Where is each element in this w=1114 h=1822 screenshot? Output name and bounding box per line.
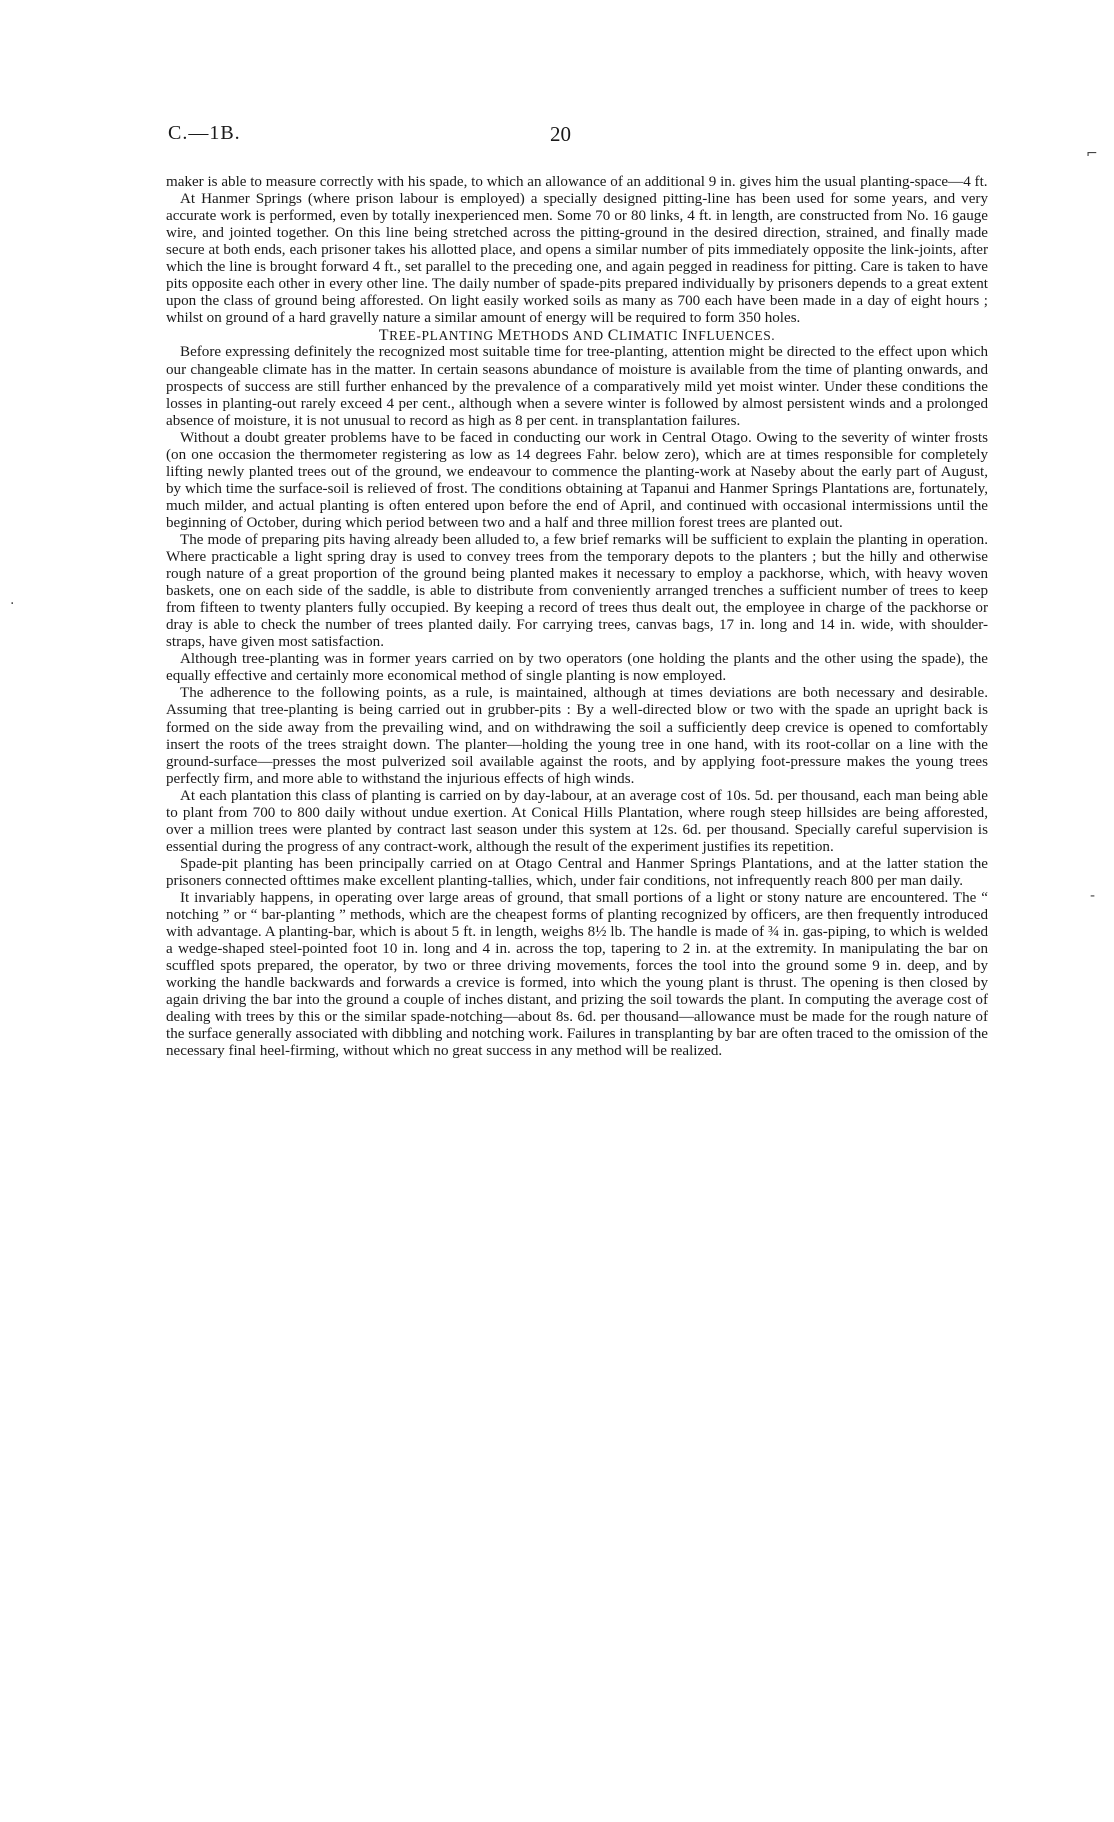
- page-number: 20: [550, 122, 571, 146]
- scan-mark-top-right: ⌐: [1086, 146, 1098, 162]
- paragraph-grubber-pits: The adherence to the following points, as a rule, is maintained, although at times deviations are both necessary and desirable. Assuming that tree-planting is being carried out in grubber-pits : By a well-directed blow or two with the spade an upright back is formed on the side away from the prevailing wind, and on withdrawing the soil a sufficiently deep crevice is opened to comfortably insert the roots of the trees straight down. The planter—holding the young tree in one hand, with its root-collar on a line with the ground-surface—presses the most pulverized soil available against the roots, and by applying foot-pressure makes the young trees perfectly firm, and more able to withstand the injurious effects of high winds.: [166, 685, 988, 787]
- series-code: C.—1B.: [168, 122, 241, 144]
- page-header: [168, 122, 988, 152]
- paragraph-hanmer-pitting-line: At Hanmer Springs (where prison labour is employed) a specially designed pitting-line has been used for some years, and very accurate work is performed, even by totally inexperienced men. Some 70 or 80 links, 4 ft. in length, are constructed from No. 16 gauge wire, and jointed together. On this line being stretched across the pitting-ground in the desired direction, strained, and finally made secure at both ends, each prisoner takes his allotted place, and opens a similar number of pits immediately opposite the link-joints, after which the line is brought forward 4 ft., set parallel to the preceding one, and again pegged in readiness for pitting. Care is taken to have pits opposite each other in every other line. The daily number of spade-pits prepared individually by prisoners depends to a great extent upon the class of ground being afforested. On light easily worked soils as many as 700 each have been made in a day of eight hours ; whilst on ground of a hard gravelly nature a similar amount of energy will be required to form 350 holes.: [166, 191, 988, 327]
- paragraph-single-planting: Although tree-planting was in former years carried on by two operators (one holding the plants and the other using the spade), the equally effective and certainly more economical method of single planting is now employed.: [166, 651, 988, 685]
- paragraph-planting-operation: The mode of preparing pits having already been alluded to, a few brief remarks will be sufficient to explain the planting in operation. Where practicable a light spring dray is used to convey trees from the temporary depots to the planters ; but the hilly and otherwise rough nature of a great proportion of the ground being planted makes it necessary to employ a packhorse, which, with heavy woven baskets, one on each side of the saddle, is able to distribute from conveniently arranged trenches a sufficient number of trees to keep from fifteen to twenty planters fully occupied. By keeping a record of trees thus dealt out, the employee in charge of the packhorse or dray is able to check the number of trees planted daily. For carrying trees, canvas bags, 17 in. long and 14 in. wide, with shoulder-straps, have given most satisfaction.: [166, 531, 988, 651]
- paragraph-central-otago: Without a doubt greater problems have to be faced in conducting our work in Central Otago. Owing to the severity of winter frosts (on one occasion the thermometer registering as low as 14 degrees Fahr. below zero), which are at times responsible for completely lifting newly planted trees out of the ground, we endeavour to commence the planting-work at Naseby about the early part of August, by which time the surface-soil is relieved of frost. The conditions obtaining at Tapanui and Hanmer Springs Plantations are, fortunately, much milder, and actual planting is often entered upon before the end of April, and continued with occasional intermissions until the beginning of October, during which period between two and a half and three million forest trees are planted out.: [166, 429, 988, 531]
- paragraph-planting-time: Before expressing definitely the recognized most suitable time for tree-planting, attention might be directed to the effect upon which our changeable climate has in the matter. In certain seasons abundance of moisture is available from the time of planting onwards, and prospects of success are still further enhanced by the prevalence of a comparatively mild yet moist winter. Under these conditions the losses in planting-out rarely exceed 4 per cent., although when a severe winter is followed by almost persistent winds and a prolonged absence of moisture, it is not unusual to record as high as 8 per cent. in transplantation failures.: [166, 344, 988, 429]
- paragraph-bar-planting: It invariably happens, in operating over large areas of ground, that small portions of a light or stony nature are encountered. The “ notching ” or “ bar-planting ” methods, which are the cheapest forms of planting recognized by officers, are then frequently introduced with advantage. A planting-bar, which is about 5 ft. in length, weighs 8½ lb. The handle is made of ¾ in. gas-piping, to which is welded a wedge-shaped steel-pointed foot 10 in. long and 4 in. across the top, tapering to 2 in. at the extremity. In manipulating the bar on scuffled spots prepared, the operator, by two or three driving movements, forces the tool into the ground some 9 in. deep, and by working the handle backwards and forwards a crevice is formed, into which the young plant is thrust. The opening is then closed by again driving the bar into the ground a couple of inches distant, and prizing the soil towards the plant. In computing the average cost of dealing with trees by this or the similar spade-notching—about 8s. 6d. per thousand—allowance must be made for the rough nature of the surface generally associated with dibbling and notching work. Failures in transplanting by bar are often traced to the omission of the necessary final heel-firming, without which no great success in any method will be realized.: [166, 889, 988, 1060]
- body-text: [166, 174, 988, 1060]
- paragraph-spade-pit-planting: Spade-pit planting has been principally carried on at Otago Central and Hanmer Springs Plantations, and at the latter station the prisoners connected ofttimes make excellent planting-tallies, which, under fair conditions, not infrequently reach 800 per man daily.: [166, 855, 988, 889]
- section-heading: TREE-PLANTING METHODS AND CLIMATIC INFLUENCES.: [378, 327, 776, 345]
- paragraph-continued: maker is able to measure correctly with his spade, to which an allowance of an additional 9 in. gives him the usual planting-space—4 ft.: [166, 174, 988, 190]
- scan-mark-right: -: [1090, 888, 1096, 904]
- scan-mark-left: ·: [10, 596, 15, 612]
- paragraph-day-labour-cost: At each plantation this class of planting is carried on by day-labour, at an average cost of 10s. 5d. per thousand, each man being able to plant from 700 to 800 daily without undue exertion. At Conical Hills Plantation, where rough steep hillsides are being afforested, over a million trees were planted by contract last season under this system at 12s. 6d. per thousand. Specially careful supervision is essential during the progress of any contract-work, although the result of the experiment justifies its repetition.: [166, 787, 988, 855]
